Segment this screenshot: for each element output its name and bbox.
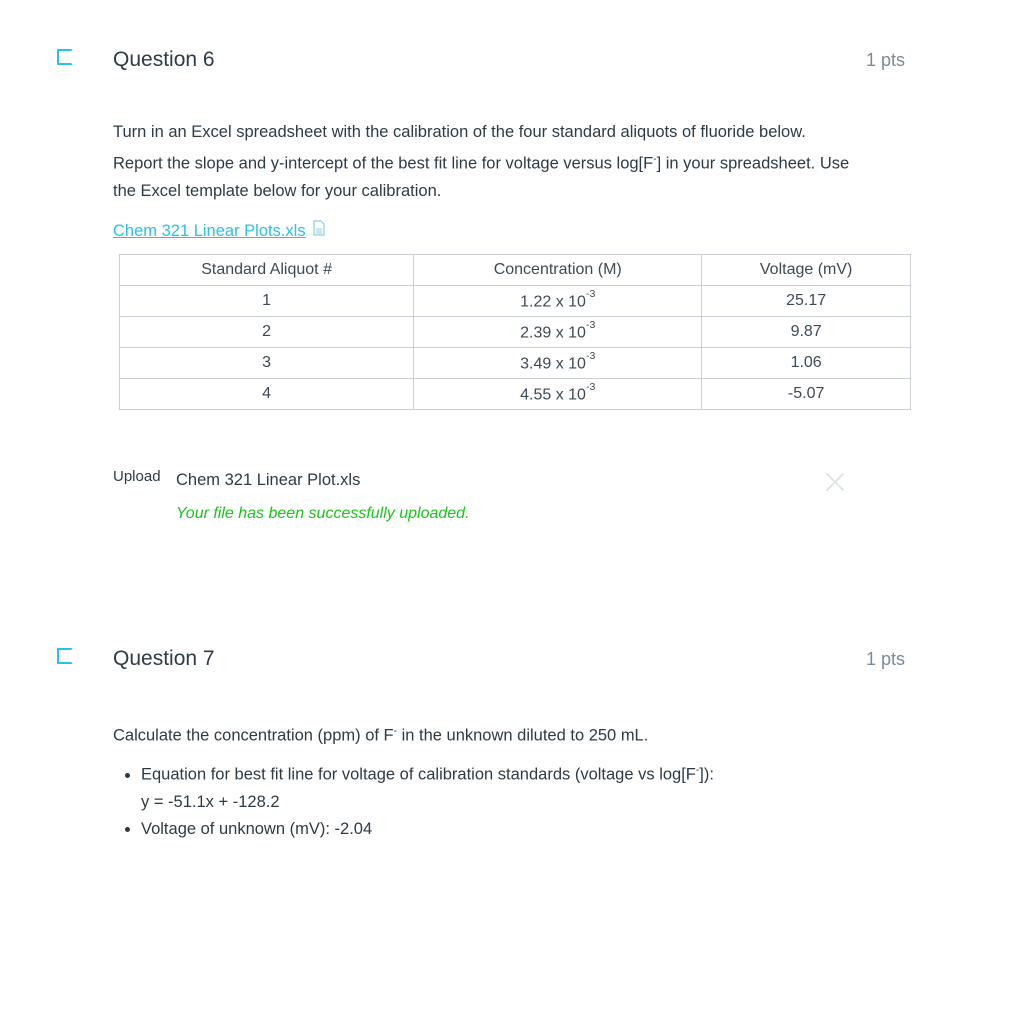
- question-title: Question 6: [113, 48, 215, 71]
- column-header: Standard Aliquot #: [120, 255, 414, 286]
- table-header-row: [120, 255, 911, 286]
- remove-file-close-icon[interactable]: [825, 472, 845, 492]
- column-header: Voltage (mV): [702, 255, 911, 286]
- list-item: • Equation for best fit line for voltage of calibration standards (voltage vs log[F-]): y = -51.1x + -128.2: [141, 757, 921, 816]
- template-file-link[interactable]: Chem 321 Linear Plots.xls: [113, 221, 306, 240]
- question-title: Question 7: [113, 647, 215, 670]
- uploaded-file-name: Chem 321 Linear Plot.xls: [176, 471, 361, 489]
- voltage-cell: 9.87: [702, 317, 911, 348]
- prompt-line: Turn in an Excel spreadsheet with the calibration of the four standard aliquots of fluoride below.: [113, 123, 806, 141]
- table-row: [120, 286, 911, 317]
- concentration-cell: 2.39 x $10^{-3}$: [414, 317, 702, 348]
- table-row: [120, 348, 911, 379]
- question-points: 1 pts: [865, 50, 905, 70]
- flag-question-icon[interactable]: [57, 49, 73, 65]
- upload-label: Upload: [113, 468, 161, 485]
- prompt-line: Report the slope and y-intercept of the best fit line for voltage versus log[F-] in your spreadsheet. Use: [113, 154, 850, 173]
- aliquot-cell: 2: [120, 317, 414, 348]
- question-prompt: [113, 119, 913, 245]
- best-fit-equation: y = -51.1x + -128.2: [141, 792, 280, 811]
- column-header: Concentration (M): [414, 255, 702, 286]
- question-prompt: [113, 718, 913, 750]
- voltage-cell: -5.07: [702, 379, 911, 410]
- aliquot-cell: 4: [120, 379, 414, 410]
- question-points: 1 pts: [865, 649, 905, 669]
- upload-success-message: Your file has been successfully uploaded.: [176, 505, 470, 522]
- calibration-table: [119, 254, 911, 410]
- voltage-cell: 25.17: [702, 286, 911, 317]
- voltage-cell: 1.06: [702, 348, 911, 379]
- aliquot-cell: 3: [120, 348, 414, 379]
- flag-question-icon[interactable]: [57, 648, 73, 664]
- file-preview-icon[interactable]: [312, 218, 326, 245]
- concentration-cell: 4.55 x $10^{-3}$: [414, 379, 702, 410]
- table-row: [120, 379, 911, 410]
- table-row: [120, 317, 911, 348]
- given-values-list: [113, 757, 921, 843]
- concentration-cell: 1.22 x $10^{-3}$: [414, 286, 702, 317]
- concentration-cell: 3.49 x $10^{-3}$: [414, 348, 702, 379]
- list-item: • Voltage of unknown (mV): -2.04: [141, 816, 921, 843]
- prompt-line: the Excel template below for your calibration.: [113, 181, 442, 200]
- aliquot-cell: 1: [120, 286, 414, 317]
- prompt-line: Calculate the concentration (ppm) of F- in the unknown diluted to 250 mL.: [113, 726, 649, 745]
- template-link-row: [113, 218, 913, 245]
